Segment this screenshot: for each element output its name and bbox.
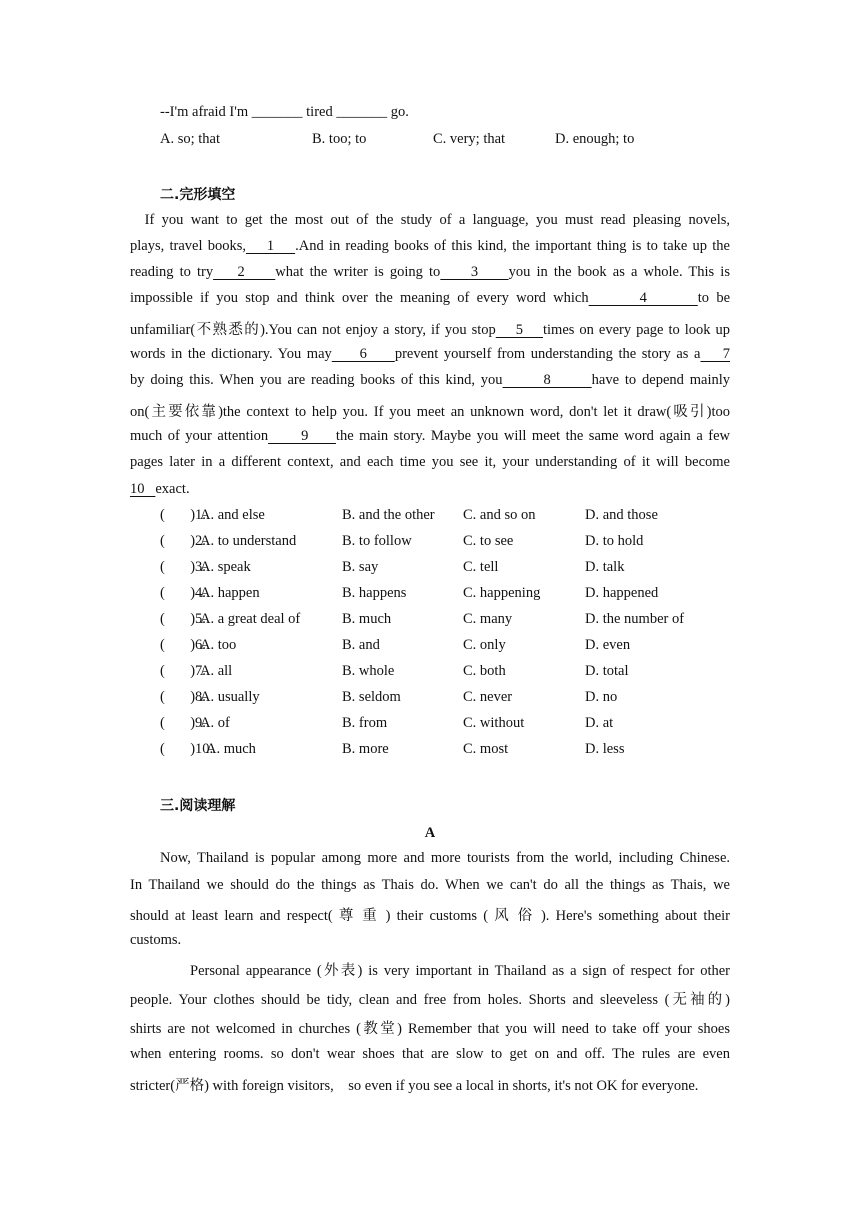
choice-a: A. and else — [200, 507, 265, 523]
choice-a: A. happen — [200, 585, 260, 601]
option-b: B. too; to — [312, 131, 367, 147]
blank-1: 1 — [245, 238, 296, 254]
blank-8: 8 — [502, 372, 592, 388]
reading-line: when entering rooms. so don't wear shoes that are slow to get on and off. The rules are even — [130, 1046, 730, 1062]
choice-b: B. and — [342, 637, 380, 653]
blank-3: 3 — [440, 264, 509, 280]
choice-d: D. total — [585, 663, 629, 679]
choice-d: D. at — [585, 715, 614, 731]
passage-text: unfamiliar(不熟悉的).You can not enjoy a story, if you stop — [130, 322, 496, 338]
choice-a: A. too — [200, 637, 237, 653]
answer-bracket[interactable]: ( )9. — [160, 715, 206, 731]
choice-c: C. never — [463, 689, 513, 705]
passage-text: words in the dictionary. You may — [130, 346, 332, 362]
reading-line: In Thailand we should do the things as Thais do. When we can't do all the things as Thais, we — [130, 877, 730, 893]
blank-7: 7 — [700, 346, 731, 362]
passage-text: on(主要依靠)the context to help you. If you meet an unknown word, don't let it draw(吸引)too — [130, 404, 730, 420]
passage-line — [130, 372, 730, 389]
passage-text: by doing this. When you are reading books of this kind, you — [130, 372, 503, 388]
section-heading-reading: 三.阅读理解 — [160, 798, 236, 814]
passage-line — [130, 238, 730, 255]
choice-b: B. say — [342, 559, 379, 575]
choice-a: A. a great deal of — [200, 611, 301, 627]
blank-4: 4 — [588, 290, 698, 306]
reading-line: customs. — [130, 932, 182, 948]
choice-a: A. all — [200, 663, 233, 679]
answer-bracket[interactable]: ( )6. — [160, 637, 206, 653]
reading-line: people. Your clothes should be tidy, clean and free from holes. Shorts and sleeveless (无袖的) — [130, 992, 730, 1008]
blank-2: 2 — [213, 264, 276, 280]
section-heading-cloze: 二.完形填空 — [160, 187, 236, 203]
reading-line: Personal appearance (外表) is very important in Thailand as a sign of respect for other — [190, 963, 730, 979]
reading-line: shirts are not welcomed in churches (教堂) Remember that you will need to take off your shoes — [130, 1021, 730, 1037]
question-stem: --I'm afraid I'm _______ tired _______ go. — [160, 104, 409, 120]
answer-bracket[interactable]: ( )5. — [160, 611, 206, 627]
passage-line — [130, 212, 730, 229]
option-c: C. very; that — [433, 131, 506, 147]
choice-a: A. usually — [200, 689, 260, 705]
choice-b: B. whole — [342, 663, 395, 679]
passage-text: impossible if you stop and think over the meaning of every word which — [130, 290, 589, 306]
passage-text: the main story. Maybe you will meet the same word again a few — [335, 428, 730, 444]
choice-d: D. less — [585, 741, 625, 757]
choice-d: D. happened — [585, 585, 659, 601]
choice-b: B. from — [342, 715, 388, 731]
choice-c: C. happening — [463, 585, 541, 601]
choice-d: D. no — [585, 689, 618, 705]
choice-c: C. to see — [463, 533, 514, 549]
blank-9: 9 — [268, 428, 336, 444]
passage-line — [130, 400, 730, 421]
choice-b: B. and the other — [342, 507, 435, 523]
passage-text: have to depend mainly — [591, 372, 731, 388]
passage-line — [130, 481, 190, 498]
passage-line — [130, 264, 730, 281]
answer-bracket[interactable]: ( )7. — [160, 663, 206, 679]
passage-text: pages later in a different context, and each time you see it, your understanding of it will become — [130, 454, 730, 470]
choice-b: B. seldom — [342, 689, 401, 705]
passage-text: If you want to get the most out of the study of a language, you must read pleasing novels, — [130, 212, 730, 228]
passage-line — [130, 290, 730, 307]
choice-b: B. much — [342, 611, 392, 627]
choice-c: C. only — [463, 637, 506, 653]
choice-a: A. to understand — [200, 533, 297, 549]
choice-c: C. without — [463, 715, 525, 731]
answer-bracket[interactable]: ( )10. — [160, 741, 214, 757]
option-a: A. so; that — [160, 131, 221, 147]
passage-text: prevent yourself from understanding the story as a — [394, 346, 701, 362]
choice-a: A. much — [206, 741, 256, 757]
passage-text: exact. — [155, 481, 190, 497]
passage-label: A — [424, 825, 436, 841]
passage-line — [130, 454, 730, 471]
reading-line: stricter(严格) with foreign visitors, so even if you see a local in shorts, it's not OK for everyone. — [130, 1078, 699, 1094]
passage-text: you in the book as a whole. This is — [508, 264, 730, 280]
passage-line — [130, 346, 730, 363]
answer-bracket[interactable]: ( )4. — [160, 585, 206, 601]
reading-line: Now, Thailand is popular among more and more tourists from the world, including Chinese. — [160, 850, 730, 866]
choice-a: A. speak — [200, 559, 251, 575]
answer-bracket[interactable]: ( )8. — [160, 689, 206, 705]
answer-bracket[interactable]: ( )3. — [160, 559, 206, 575]
choice-c: C. tell — [463, 559, 499, 575]
passage-text: what the writer is going to — [275, 264, 441, 280]
choice-d: D. talk — [585, 559, 625, 575]
choice-b: B. happens — [342, 585, 407, 601]
blank-6: 6 — [331, 346, 395, 362]
choice-c: C. most — [463, 741, 509, 757]
reading-line: should at least learn and respect( 尊 重 ) their customs ( 风 俗 ). Here's something about their — [130, 908, 730, 924]
choice-d: D. the number of — [585, 611, 685, 627]
passage-text: times on every page to look up — [542, 322, 730, 338]
answer-bracket[interactable]: ( )1. — [160, 507, 206, 523]
passage-text: plays, travel books, — [130, 238, 246, 254]
choice-c: C. both — [463, 663, 506, 679]
passage-text: reading to try — [130, 264, 214, 280]
choice-d: D. and those — [585, 507, 658, 523]
choice-b: B. to follow — [342, 533, 412, 549]
answer-bracket[interactable]: ( )2. — [160, 533, 206, 549]
passage-text: much of your attention — [130, 428, 269, 444]
choice-b: B. more — [342, 741, 389, 757]
choice-c: C. many — [463, 611, 513, 627]
option-d: D. enough; to — [555, 131, 635, 147]
passage-text: to be — [697, 290, 731, 306]
choice-a: A. of — [200, 715, 230, 731]
passage-line — [130, 318, 730, 339]
passage-text: .And in reading books of this kind, the important thing is to take up the — [295, 238, 730, 254]
choice-d: D. even — [585, 637, 631, 653]
choice-c: C. and so on — [463, 507, 536, 523]
blank-10: 10 — [130, 481, 156, 497]
passage-line — [130, 428, 730, 445]
choice-d: D. to hold — [585, 533, 644, 549]
blank-5: 5 — [495, 322, 543, 338]
